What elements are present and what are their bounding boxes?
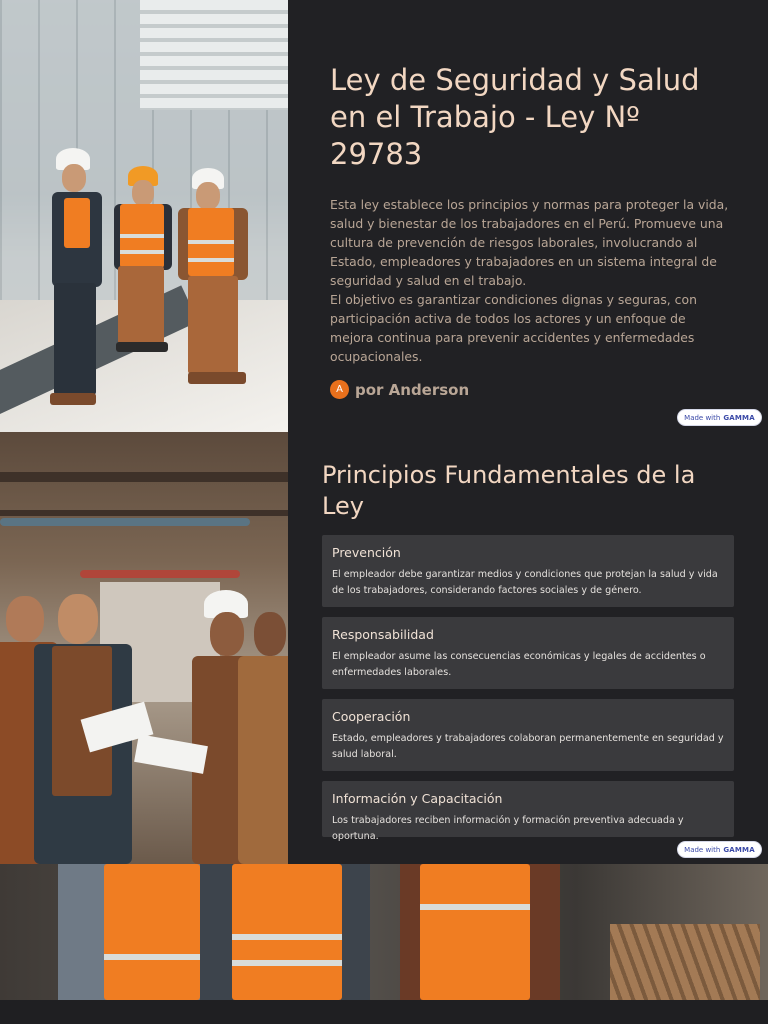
card-text: Los trabajadores reciben información y formación preventiva adecuada y oportuna. xyxy=(332,815,684,842)
badge-prefix: Made with xyxy=(684,413,721,422)
intro-paragraph: Esta ley establece los principios y normas para proteger la vida, salud y bienestar de los trabajadores en el Perú. Promueve una cultura de prevención de riesgos laborales, involucrando al Estado, empleadores y trabajadores en un sistema integral de seguridad y salud en el trabajo. xyxy=(330,197,729,288)
gamma-logo: GAMMA xyxy=(723,845,755,854)
card-title: Responsabilidad xyxy=(332,627,434,642)
slide-2 xyxy=(0,432,768,864)
principles-content xyxy=(322,460,734,847)
principle-card xyxy=(322,535,734,607)
badge-prefix: Made with xyxy=(684,845,721,854)
avatar: A xyxy=(330,380,349,399)
principle-card xyxy=(322,781,734,842)
card-title: Prevención xyxy=(332,545,401,560)
slide-1 xyxy=(0,0,768,432)
author-name: por Anderson xyxy=(355,380,470,399)
principle-card xyxy=(322,699,734,771)
author-line xyxy=(330,380,730,399)
made-with-gamma-badge[interactable] xyxy=(677,409,762,426)
slide-3 xyxy=(0,864,768,1000)
made-with-gamma-badge[interactable] xyxy=(677,841,762,858)
card-title: Información y Capacitación xyxy=(332,791,503,806)
gamma-logo: GAMMA xyxy=(723,413,755,422)
principle-card xyxy=(322,617,734,689)
workers-vests-photo xyxy=(0,864,768,1000)
card-text: El empleador debe garantizar medios y condiciones que protejan la salud y vida de los trabajadores, considerando factores sociales y de género. xyxy=(332,569,718,596)
card-text: El empleador asume las consecuencias económicas y legales de accidentes o enfermedades laborales. xyxy=(332,651,706,678)
card-text: Estado, empleadores y trabajadores colaboran permanentemente en seguridad y salud laboral. xyxy=(332,733,724,760)
factory-team-photo xyxy=(0,432,288,864)
objective-paragraph: El objetivo es garantizar condiciones dignas y seguras, con participación activa de todos los actores y un enfoque de mejora continua para prevenir accidentes y enfermedades ocupacionales. xyxy=(330,292,697,364)
bottom-bar xyxy=(0,1000,768,1024)
card-title: Cooperación xyxy=(332,709,411,724)
page-title: Ley de Seguridad y Salud en el Trabajo - Ley Nº 29783 xyxy=(330,63,700,171)
workers-building-photo xyxy=(0,0,288,432)
section-title: Principios Fundamentales de la Ley xyxy=(322,461,696,520)
cover-content xyxy=(330,62,730,399)
